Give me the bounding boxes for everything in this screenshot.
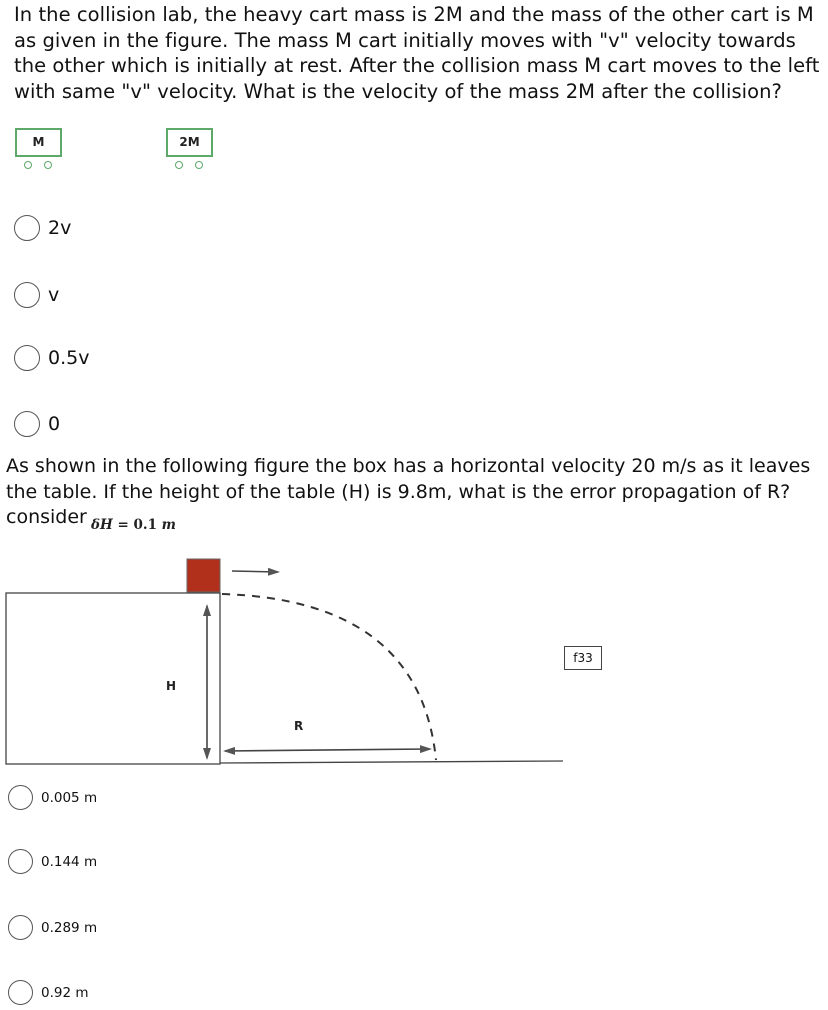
cart-m-label: M <box>32 135 45 149</box>
question-2-text: As shown in the following figure the box has a horizontal velocity 20 m/s as it leaves the table. If the height of the table (H) is 9.8m, what is the error propagation of R? consider <box>6 455 811 528</box>
velocity-arrow <box>232 571 278 572</box>
uncertainty-symbol: δH <box>91 517 113 533</box>
height-label: H <box>166 679 177 693</box>
trajectory-path <box>222 594 436 760</box>
radio-button[interactable] <box>8 980 33 1005</box>
q2-option-b[interactable] <box>8 849 97 874</box>
radio-button[interactable] <box>8 849 33 874</box>
option-label: 0 <box>48 413 61 435</box>
option-label: 2v <box>48 217 72 239</box>
table <box>6 593 220 764</box>
radio-button[interactable] <box>8 785 33 810</box>
ground-line <box>220 761 563 763</box>
option-label: 0.005 m <box>41 789 98 806</box>
range-arrow <box>225 749 430 751</box>
option-label: v <box>48 284 60 306</box>
box <box>187 559 220 592</box>
cart-2m-label: 2M <box>179 135 200 149</box>
question-1-text: In the collision lab, the heavy cart mass is 2M and the mass of the other cart is M as given in the figure. The mass M cart initially moves with "v" velocity towards the other which is initially at rest. After the collision mass M cart moves to the left with same "v" velocity. What is the velocity of the mass 2M after the collision? <box>14 3 820 103</box>
q2-option-c[interactable] <box>8 915 97 940</box>
q2-option-a[interactable] <box>8 785 97 810</box>
option-label: 0.92 m <box>41 984 89 1001</box>
uncertainty-unit: m <box>161 517 176 533</box>
uncertainty-value: = 0.1 <box>112 517 162 533</box>
figure-tag: f33 <box>564 646 602 670</box>
option-label: 0.5v <box>48 347 90 369</box>
option-label: 0.144 m <box>41 853 98 870</box>
range-label: R <box>294 719 304 733</box>
radio-button[interactable] <box>8 915 33 940</box>
option-label: 0.289 m <box>41 919 98 936</box>
q2-option-d[interactable] <box>8 980 89 1005</box>
